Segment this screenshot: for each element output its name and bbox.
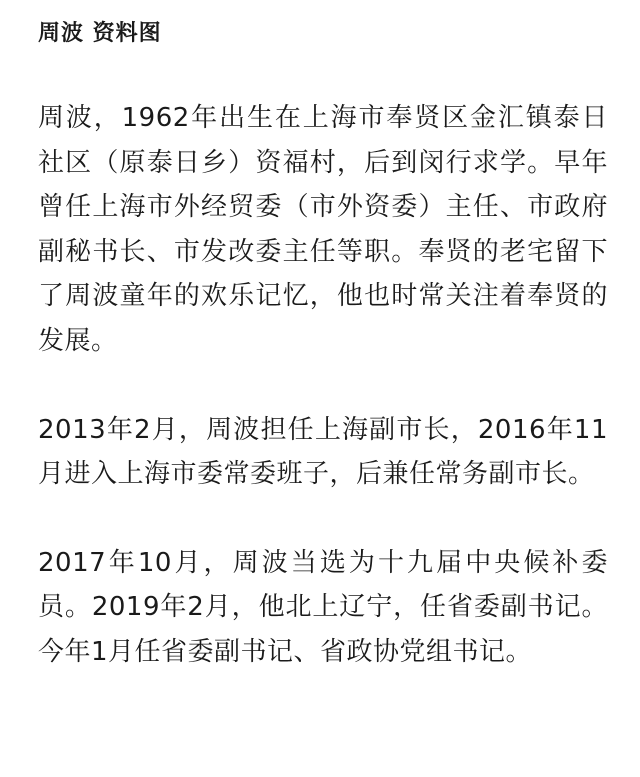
- paragraph-shanghai-career: 2013年2月，周波担任上海副市长，2016年11月进入上海市委常委班子，后兼任常务副市长。: [38, 414, 608, 490]
- image-caption: 周波 资料图: [38, 21, 162, 46]
- article-body: [38, 14, 608, 675]
- paragraph-liaoning-career: 2017年10月，周波当选为十九届中央候补委员。2019年2月，他北上辽宁，任省委副书记。今年1月任省委副书记、省政协党组书记。: [38, 547, 608, 667]
- paragraph-biography: 周波，1962年出生在上海市奉贤区金汇镇泰日社区（原泰日乡）资福村，后到闵行求学。早年曾任上海市外经贸委（市外资委）主任、市政府副秘书长、市发改委主任等职。奉贤的老宅留下了周波童年的欢乐记忆，他也时常关注着奉贤的发展。: [38, 103, 608, 356]
